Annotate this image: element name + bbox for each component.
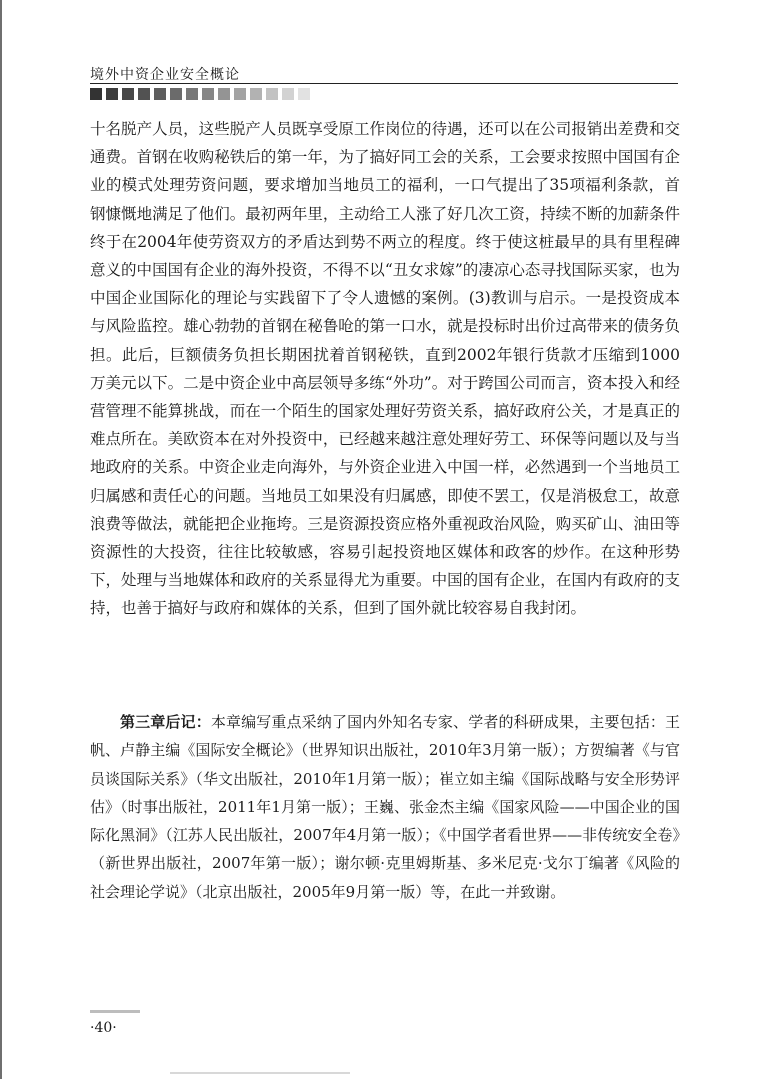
header-square [170, 88, 182, 100]
header-square [234, 88, 246, 100]
header-gradient-squares [90, 88, 310, 100]
afterword-label: 第三章后记： [120, 713, 211, 731]
footer-rule [90, 1010, 140, 1013]
header-square [250, 88, 262, 100]
header-square [186, 88, 198, 100]
afterword-paragraph [90, 708, 680, 906]
page-bottom-edge [170, 1072, 350, 1074]
page-number: ·40· [90, 1020, 117, 1036]
header-square [122, 88, 134, 100]
header-square [266, 88, 278, 100]
header-square [90, 88, 102, 100]
afterword-text: 本章编写重点采纳了国内外知名专家、学者的科研成果，主要包括：王帆、卢静主编《国际安全概论》（世界知识出版社，2010年3月第一版）；方贺编著《与官员谈国际关系》（华文出版社，2010年1月第一版）；崔立如主编《国际战略与安全形势评估》（时事出版社，2011年1月第一版）；王巍、张金杰主编《国家风险——中国企业的国际化黑洞》（江苏人民出版社，2007年4月第一版）；《中国学者看世界——非传统安全卷》（新世界出版社，2007年第一版）；谢尔顿·克里姆斯基、多米尼克·戈尔丁编著《风险的社会理论学说》（北京出版社，2005年9月第一版）等，在此一并致谢。 [90, 713, 680, 901]
header-square [154, 88, 166, 100]
header-square [218, 88, 230, 100]
header-square [298, 88, 310, 100]
header-square [138, 88, 150, 100]
header-square [202, 88, 214, 100]
running-header-title: 境外中资企业安全概论 [90, 67, 240, 83]
page-edge [0, 0, 2, 1079]
body-paragraph: 十名脱产人员，这些脱产人员既享受原工作岗位的待遇，还可以在公司报销出差费和交通费。首钢在收购秘铁后的第一年，为了搞好同工会的关系，工会要求按照中国国有企业的模式处理劳资问题，要求增加当地员工的福利，一口气提出了35项福利条款，首钢慷慨地满足了他们。最初两年里，主动给工人涨了好几次工资，持续不断的加薪条件终于在2004年使劳资双方的矛盾达到势不两立的程度。终于使这桩最早的具有里程碑意义的中国国有企业的海外投资，不得不以“丑女求嫁”的凄凉心态寻找国际买家，也为中国企业国际化的理论与实践留下了令人遗憾的案例。(3)教训与启示。一是投资成本与风险监控。雄心勃勃的首钢在秘鲁呛的第一口水，就是投标时出价过高带来的债务负担。此后，巨额债务负担长期困扰着首钢秘铁，直到2002年银行货款才压缩到1000万美元以下。二是中资企业中高层领导多练“外功”。对于跨国公司而言，资本投入和经营管理不能算挑战，而在一个陌生的国家处理好劳资关系，搞好政府公关，才是真正的难点所在。美欧资本在对外投资中，已经越来越注意处理好劳工、环保等问题以及与当地政府的关系。中资企业走向海外，与外资企业进入中国一样，必然遇到一个当地员工归属感和责任心的问题。当地员工如果没有归属感，即使不罢工，仅是消极怠工，故意浪费等做法，就能把企业拖垮。三是资源投资应格外重视政治风险，购买矿山、油田等资源性的大投资，往往比较敏感，容易引起投资地区媒体和政客的炒作。在这种形势下，处理与当地媒体和政府的关系显得尤为重要。中国的国有企业，在国内有政府的支持，也善于搞好与政府和媒体的关系，但到了国外就比较容易自我封闭。 [90, 120, 680, 618]
header-square [106, 88, 118, 100]
header-rule [90, 83, 678, 84]
header-square [282, 88, 294, 100]
